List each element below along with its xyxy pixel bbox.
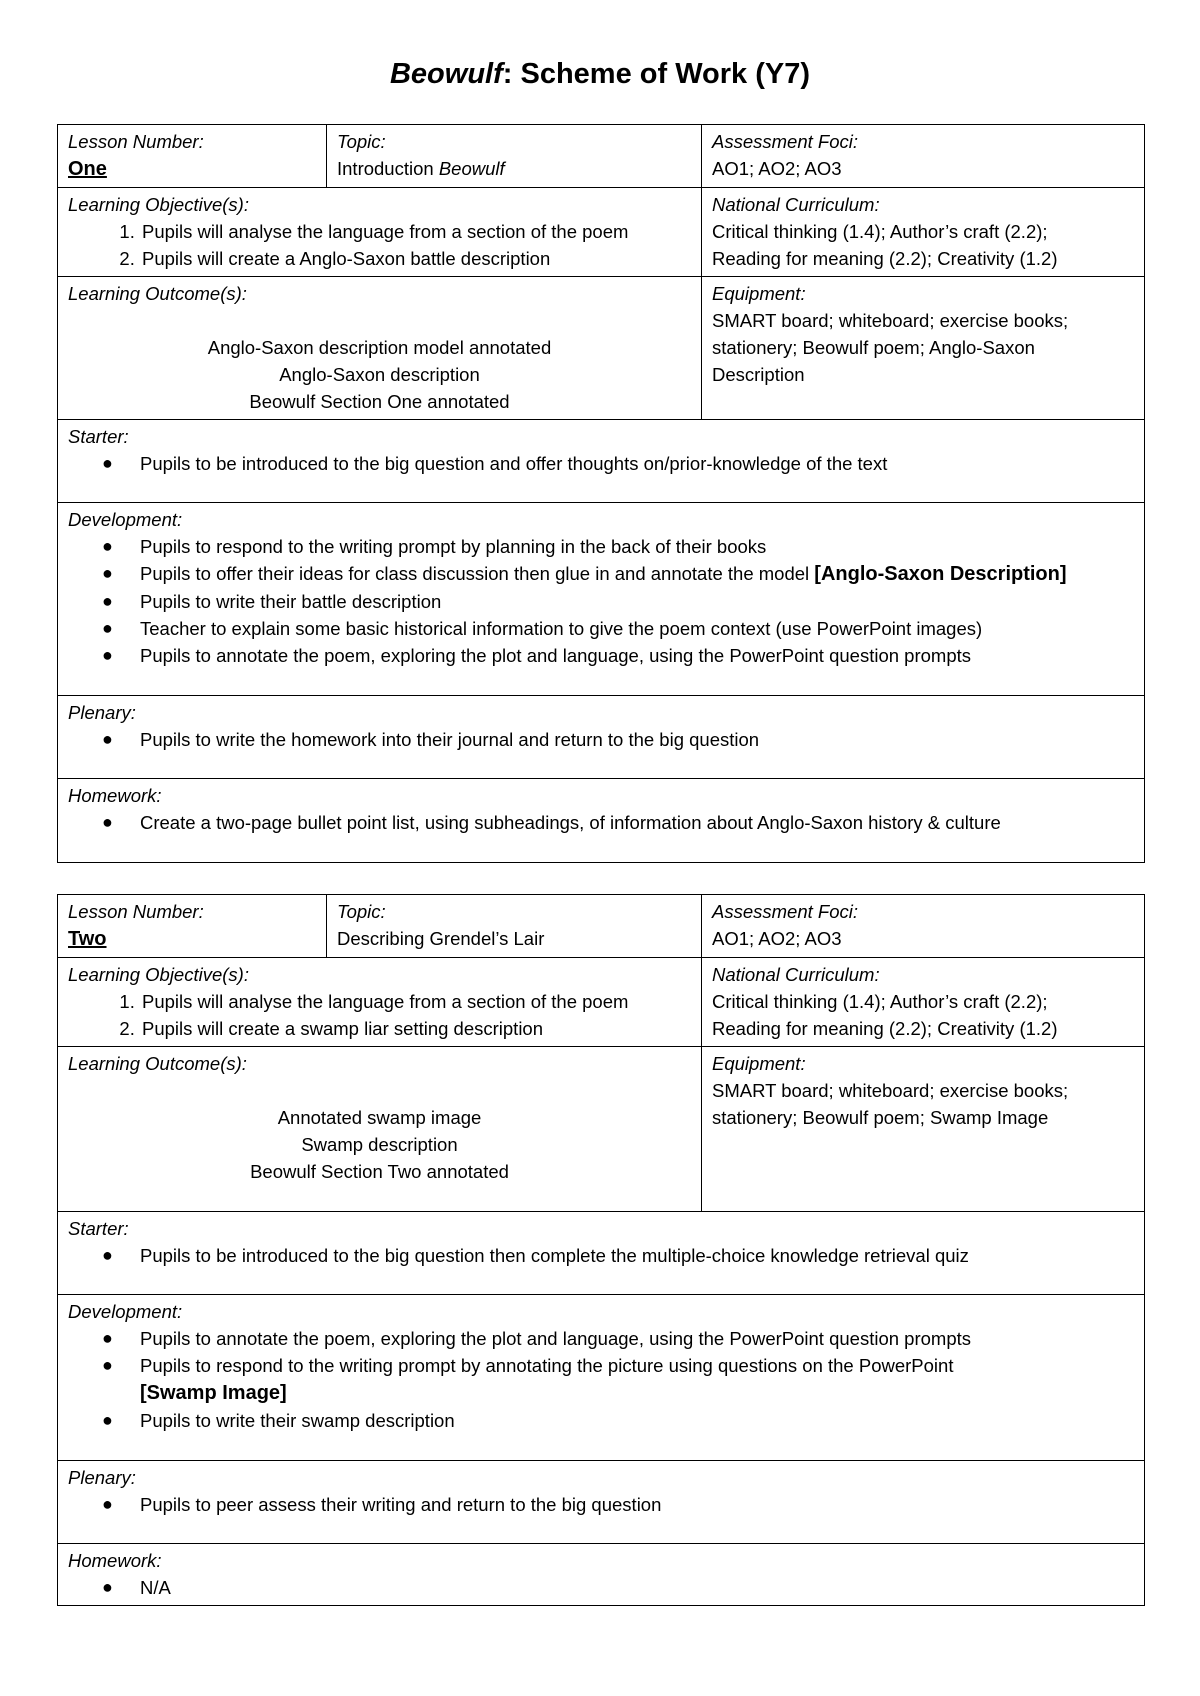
outcome-line: Beowulf Section One annotated [249,391,510,412]
curriculum-line: Critical thinking (1.4); Author’s craft (2.2); [712,221,1048,242]
plenary-label: Plenary: [68,1467,136,1488]
bullet-icon: ● [102,563,113,583]
outcomes-label: Learning Outcome(s): [68,283,247,304]
assessment-label: Assessment Foci: [712,131,858,152]
homework-list [68,1574,1134,1601]
plenary-list [68,1491,1134,1518]
objectives-list [68,988,691,1042]
starter-label: Starter: [68,426,129,447]
topic-label: Topic: [337,901,386,922]
homework-label: Homework: [68,785,162,806]
curriculum-line: Critical thinking (1.4); Author’s craft (2.2); [712,991,1048,1012]
plenary-cell [58,1461,1145,1544]
assessment-value: AO1; AO2; AO3 [712,928,842,949]
objective-item: 1. Pupils will analyse the language from a section of the poem [140,218,691,245]
development-list [68,1325,1134,1434]
homework-label: Homework: [68,1550,162,1571]
homework-list [68,809,1134,836]
lesson-number-value: Two [68,928,107,950]
assessment-value: AO1; AO2; AO3 [712,158,842,179]
development-item: ● Pupils to write their swamp description [140,1407,1134,1434]
objective-item: 2. Pupils will create a Anglo-Saxon battle description [140,245,691,272]
curriculum-line: Reading for meaning (2.2); Creativity (1.2) [712,248,1058,269]
assessment-cell [702,895,1145,958]
bullet-icon: ● [102,1494,113,1514]
lesson-number-label: Lesson Number: [68,901,204,922]
topic-cell [327,895,702,958]
equipment-cell [702,1047,1145,1212]
development-label: Development: [68,1301,183,1322]
outcomes-label: Learning Outcome(s): [68,1053,247,1074]
assessment-cell [702,125,1145,188]
lesson-table-one [57,124,1145,863]
homework-cell [58,779,1145,863]
objectives-label: Learning Objective(s): [68,194,249,215]
starter-list [68,1242,1134,1269]
objectives-cell [58,188,702,277]
equipment-label: Equipment: [712,283,806,304]
homework-cell [58,1544,1145,1606]
homework-item: ● Create a two-page bullet point list, using subheadings, of information about Anglo-Saxon history & culture [140,809,1134,836]
topic-cell [327,125,702,188]
plenary-label: Plenary: [68,702,136,723]
outcome-line: Annotated swamp image [277,1107,482,1128]
plenary-item: ● Pupils to peer assess their writing and return to the big question [140,1491,1134,1518]
plenary-cell [58,696,1145,779]
objectives-list [68,218,691,272]
starter-item: ● Pupils to be introduced to the big question then complete the multiple-choice knowledge retrieval quiz [140,1242,1134,1269]
plenary-list [68,726,1134,753]
starter-cell [58,420,1145,503]
equipment-line: SMART board; whiteboard; exercise books; [712,1080,1069,1101]
development-item: ● Pupils to respond to the writing prompt by planning in the back of their books [140,533,1134,560]
curriculum-cell [702,958,1145,1047]
bullet-icon: ● [102,1245,113,1265]
curriculum-label: National Curriculum: [712,194,880,215]
lesson-number-label: Lesson Number: [68,131,204,152]
equipment-line: stationery; Beowulf poem; Anglo-Saxon [712,337,1035,358]
title-rest: : Scheme of Work (Y7) [502,58,811,90]
bullet-icon: ● [102,645,113,665]
outcomes-cell [58,277,702,420]
equipment-line: Description [712,364,805,385]
outcome-line: Swamp description [301,1134,458,1155]
development-label: Development: [68,509,183,530]
topic-label: Topic: [337,131,386,152]
outcome-line: Anglo-Saxon description [279,364,480,385]
outcome-line: Beowulf Section Two annotated [250,1161,509,1182]
resource-reference: [Swamp Image] [140,1382,287,1404]
curriculum-line: Reading for meaning (2.2); Creativity (1.2) [712,1018,1058,1039]
starter-cell [58,1212,1145,1295]
bullet-icon: ● [102,1577,113,1597]
development-list [68,533,1134,669]
starter-item: ● Pupils to be introduced to the big question and offer thoughts on/prior-knowledge of the text [140,450,1134,477]
lesson-number-value: One [68,158,107,180]
resource-reference: [Anglo-Saxon Description] [814,563,1067,585]
lesson-number-cell [58,895,327,958]
development-cell [58,1295,1145,1461]
topic-value: Describing Grendel’s Lair [337,928,545,949]
development-item: ● Pupils to offer their ideas for class discussion then glue in and annotate the model [Anglo-Saxon Description] [140,560,1134,588]
bullet-icon: ● [102,591,113,611]
starter-label: Starter: [68,1218,129,1239]
objectives-cell [58,958,702,1047]
bullet-icon: ● [102,1410,113,1430]
bullet-icon: ● [102,536,113,556]
objectives-label: Learning Objective(s): [68,964,249,985]
development-item: ● Pupils to annotate the poem, exploring the plot and language, using the PowerPoint question prompts [140,642,1134,669]
equipment-line: stationery; Beowulf poem; Swamp Image [712,1107,1049,1128]
starter-list [68,450,1134,477]
bullet-icon: ● [102,1355,113,1375]
curriculum-label: National Curriculum: [712,964,880,985]
development-item: ● Pupils to write their battle description [140,588,1134,615]
development-cell [58,503,1145,696]
development-item: ● Pupils to respond to the writing prompt by annotating the picture using questions on the PowerPoint [Swamp Image] [140,1352,1134,1407]
bullet-icon: ● [102,812,113,832]
page-title [0,58,1200,91]
outcomes-cell [58,1047,702,1212]
equipment-cell [702,277,1145,420]
equipment-line: SMART board; whiteboard; exercise books; [712,310,1069,331]
bullet-icon: ● [102,618,113,638]
title-italic: Beowulf [389,58,503,90]
homework-item: ● N/A [140,1574,1134,1601]
lesson-number-cell [58,125,327,188]
objective-item: 2. Pupils will create a swamp liar setting description [140,1015,691,1042]
equipment-label: Equipment: [712,1053,806,1074]
curriculum-cell [702,188,1145,277]
bullet-icon: ● [102,453,113,473]
lesson-table-two [57,894,1145,1606]
assessment-label: Assessment Foci: [712,901,858,922]
plenary-item: ● Pupils to write the homework into their journal and return to the big question [140,726,1134,753]
outcome-line: Anglo-Saxon description model annotated [207,337,552,358]
bullet-icon: ● [102,1328,113,1348]
objective-item: 1. Pupils will analyse the language from a section of the poem [140,988,691,1015]
development-item: ● Pupils to annotate the poem, exploring the plot and language, using the PowerPoint question prompts [140,1325,1134,1352]
development-item: ● Teacher to explain some basic historical information to give the poem context (use PowerPoint images) [140,615,1134,642]
topic-value-italic: Beowulf [438,158,505,179]
bullet-icon: ● [102,729,113,749]
topic-value: Introduction [337,158,439,179]
